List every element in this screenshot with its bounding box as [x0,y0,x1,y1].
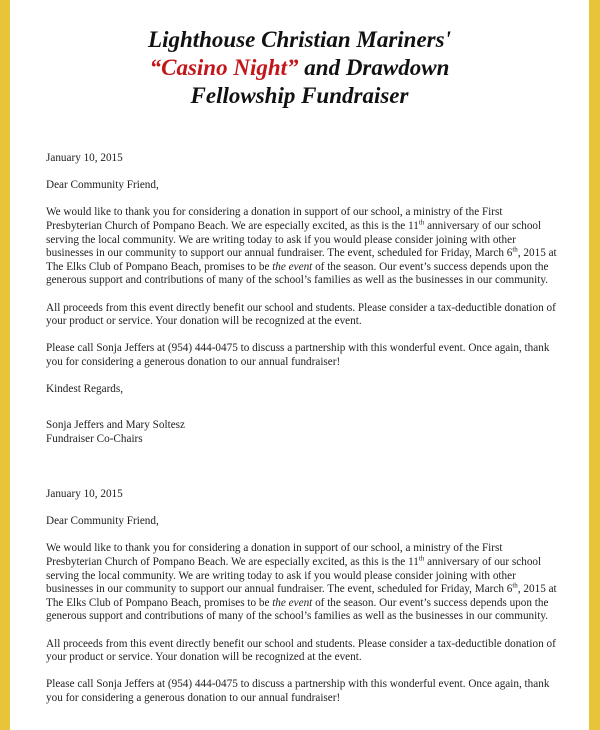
letter-paragraph-3: Please call Sonja Jeffers at (954) 444-0475 to discuss a partnership with this wonderful event. Once again, thank you for considering a generous donation to our annual fundraiser! [46,678,550,704]
letter-paragraph-1: We would like to thank you for considering a donation in support of our school, a ministry of the First Presbyterian Church of Pompano Beach. We are especially excited, as this is the 11th anniversary of our school serving the local community. We are writing today to ask if you would please consider joining with other businesses in our community to support our annual fundraiser. The event, scheduled for Friday, March 6th, 2015 at The Elks Club of Pompano Beach, promises to be the event of the season. Our event’s success depends upon the generous support and contributions of many of the school’s families as well as the businesses in our community. [46,542,557,623]
title-line-2-rest: and Drawdown [298,55,450,80]
title-line-1: Lighthouse Christian Mariners' [148,27,451,52]
letter-signer-title: Fundraiser Co-Chairs [46,432,143,445]
letter-copy-1 [46,152,558,446]
letter-greeting: Dear Community Friend, [46,515,159,528]
letter-date: January 10, 2015 [46,152,123,164]
letter-paragraph-2: All proceeds from this event directly benefit our school and students. Please consider a tax-deductible donation of your product or service. Your donation will be recognized at the event. [46,637,556,664]
letter-signers: Sonja Jeffers and Mary Soltesz [46,419,185,432]
letter-copy-2 [46,488,558,719]
letter-paragraph-2: All proceeds from this event directly benefit our school and students. Please consider a tax-deductible donation of your product or service. Your donation will be recognized at the event. [46,301,556,328]
title-line-2 [10,54,589,82]
letter-greeting: Dear Community Friend, [46,179,159,192]
letter-date: January 10, 2015 [46,488,123,500]
document-page [10,0,589,730]
letter-closing: Kindest Regards, [46,383,124,396]
letter-paragraph-3: Please call Sonja Jeffers at (954) 444-0475 to discuss a partnership with this wonderful event. Once again, thank you for considering a generous donation to our annual fundraiser! [46,342,550,368]
document-title [10,26,589,110]
title-casino-night: “Casino Night” [149,55,299,80]
letter-paragraph-1: We would like to thank you for considering a donation in support of our school, a ministry of the First Presbyterian Church of Pompano Beach. We are especially excited, as this is the 11th anniversary of our school serving the local community. We are writing today to ask if you would please consider joining with other businesses in our community to support our annual fundraiser. The event, scheduled for Friday, March 6th, 2015 at The Elks Club of Pompano Beach, promises to be the event of the season. Our event’s success depends upon the generous support and contributions of many of the school’s families as well as the businesses in our community. [46,206,557,287]
title-line-3: Fellowship Fundraiser [190,83,409,108]
